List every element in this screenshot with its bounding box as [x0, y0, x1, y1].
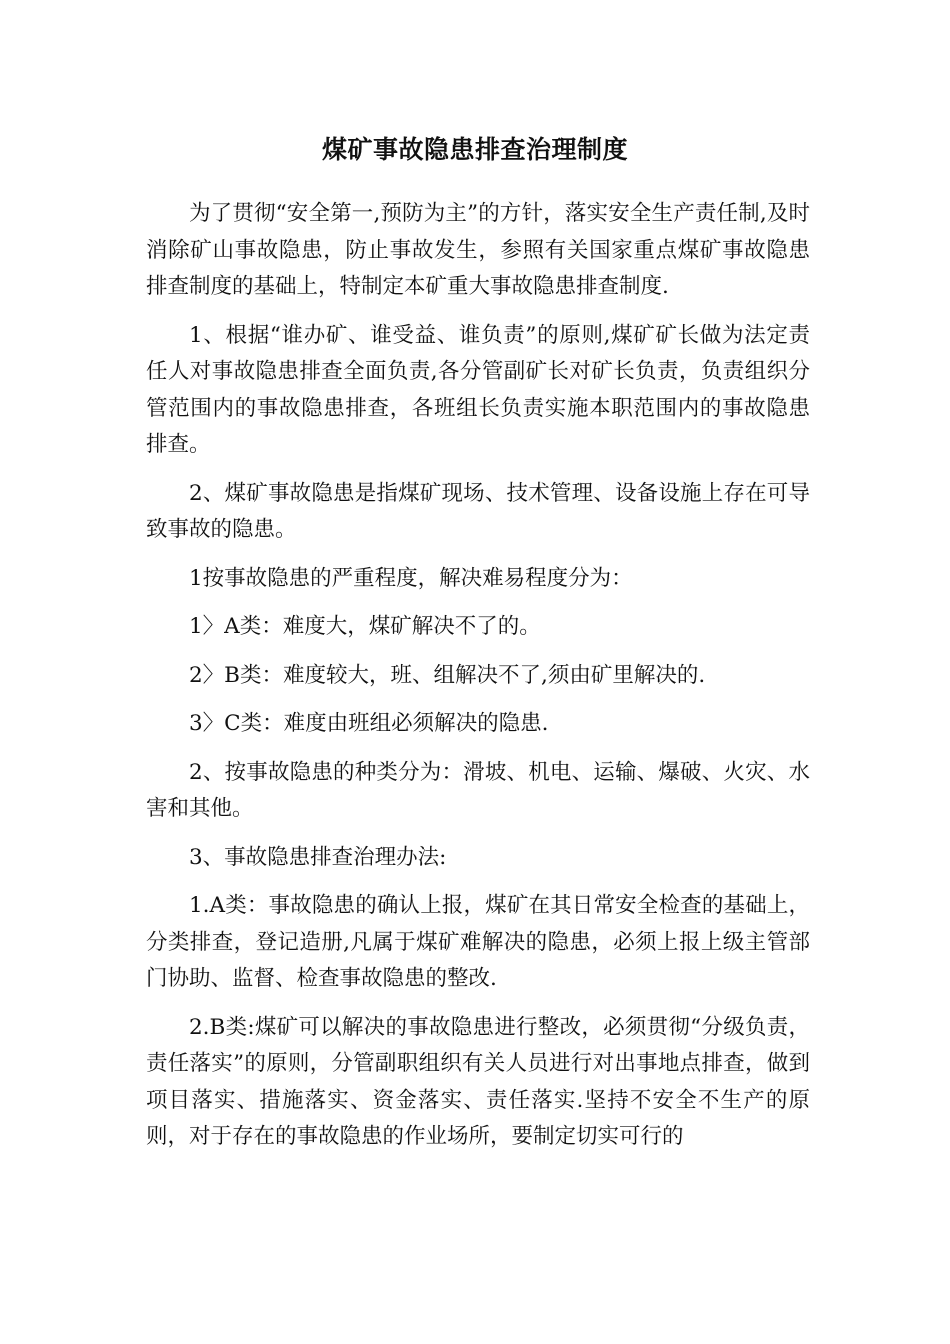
- paragraph-intro: 为了贯彻“安全第一,预防为主”的方针，落实安全生产责任制,及时消除矿山事故隐患，防止事故发生，参照有关国家重点煤矿事故隐患排查制度的基础上，特制定本矿重大事故隐患排查制度.: [146, 201, 810, 299]
- document-body: [146, 196, 810, 1168]
- paragraph-class-b: 2〉B类：难度较大，班、组解决不了,须由矿里解决的.: [189, 662, 706, 688]
- paragraph-class-c: 3〉C类：难度由班组必须解决的隐患.: [189, 711, 549, 736]
- paragraph-hazard-types: 2、按事故隐患的种类分为：滑坡、机电、运输、爆破、火灾、水害和其他。: [146, 759, 810, 821]
- paragraph-responsibility: 1、根据“谁办矿、谁受益、谁负责”的原则,煤矿矿长做为法定责任人对事故隐患排查全面负责,各分管副矿长对矿长负责，负责组织分管范围内的事故隐患排查，各班组长负责实施本职范围内的事故隐患排查。: [146, 322, 810, 457]
- paragraph-methods-heading: 3、事故隐患排查治理办法:: [189, 844, 447, 870]
- paragraph-method-b: 2.B类:煤矿可以解决的事故隐患进行整改，必须贯彻“分级负责，责任落实”的原则，分管副职组织有关人员进行对出事地点排查，做到项目落实、措施落实、资金落实、责任落实.坚持不安全不生产的原则，对于存在的事故隐患的作业场所，要制定切实可行的: [146, 1014, 810, 1149]
- paragraph-severity-heading: 1按事故隐患的严重程度，解决难易程度分为：: [189, 565, 633, 591]
- paragraph-method-a: 1.A类：事故隐患的确认上报，煤矿在其日常安全检查的基础上，分类排查，登记造册,凡属于煤矿难解决的隐患，必须上报上级主管部门协助、监督、检查事故隐患的整改.: [146, 893, 810, 991]
- document-title: 煤矿事故隐患排查治理制度: [321, 135, 628, 164]
- paragraph-class-a: 1〉A类：难度大，煤矿解决不了的。: [189, 614, 541, 639]
- paragraph-definition: 2、煤矿事故隐患是指煤矿现场、技术管理、设备设施上存在可导致事故的隐患。: [146, 480, 810, 542]
